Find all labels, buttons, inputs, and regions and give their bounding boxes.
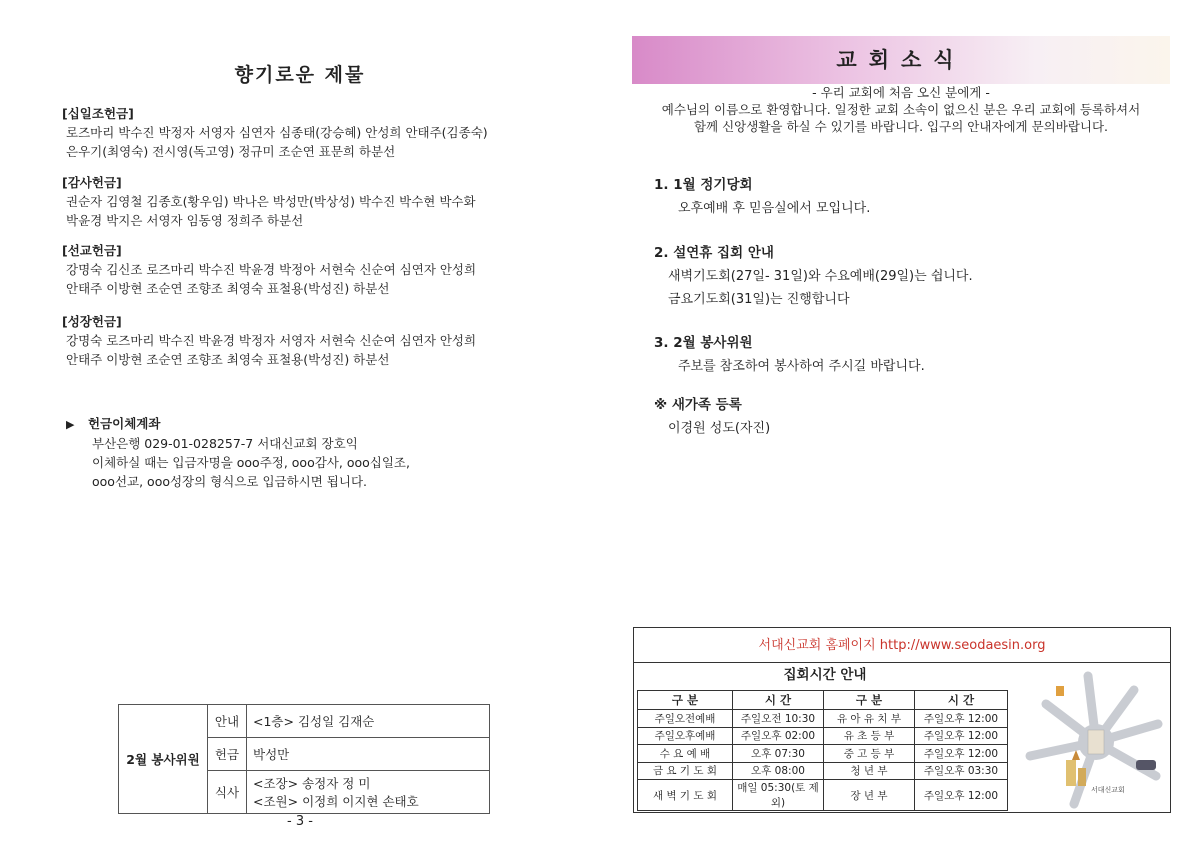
table-cell: 금 요 기 도 회: [638, 762, 733, 780]
news-line: 금요기도회(31일)는 진행합니다: [668, 292, 850, 307]
news-line: 오후예배 후 믿음실에서 모입니다.: [678, 201, 871, 216]
volunteer-line: <조장> 송정자 정 미: [253, 776, 371, 791]
volunteer-line: <조원> 이정희 이지현 손태호: [253, 794, 419, 809]
offering-section-growth: [62, 312, 542, 369]
map-label: 서대신교회: [1091, 786, 1125, 794]
volunteer-names: <1층> 김성일 김재순: [247, 705, 490, 738]
news-item: [654, 394, 1174, 440]
table-cell: 유 아 유 치 부: [824, 710, 915, 728]
column-header: 시 간: [915, 691, 1008, 710]
offering-names: 강명숙 김신조 로즈마리 박수진 박윤경 박정아 서현숙 신순여 심연자 안성희: [66, 262, 477, 277]
table-cell: 주일오후 02:00: [733, 727, 824, 745]
news-line: 주보를 참조하여 봉사하여 주시길 바랍니다.: [678, 359, 925, 374]
welcome-line: 함께 신앙생활을 하실 수 있기를 바랍니다. 입구의 안내자에게 문의바랍니다.: [693, 119, 1109, 134]
account-heading-label: 헌금이체계좌: [88, 416, 161, 431]
offering-section-mission: [62, 241, 542, 298]
info-box: [633, 627, 1171, 813]
table-row: [638, 745, 1008, 763]
offering-names: 안태주 이방현 조순연 조향조 최영숙 표철용(박성진) 하분선: [66, 352, 390, 367]
table-cell: 주일오후 12:00: [915, 780, 1008, 811]
volunteer-names: 박성만: [247, 738, 490, 771]
news-heading: 1. 1월 정기당회: [654, 177, 753, 193]
offering-heading: [십일조헌금]: [62, 106, 134, 121]
offering-names: 은우기(최영숙) 전시영(독고영) 정규미 조순연 표문희 하분선: [66, 144, 396, 159]
table-cell: 주일오후 12:00: [915, 710, 1008, 728]
schedule-title: 집회시간 안내: [783, 667, 867, 683]
table-cell: 매일 05:30(토 제외): [733, 780, 824, 811]
page-title: 향기로운 제물: [234, 64, 366, 86]
welcome-line: 예수님의 이름으로 환영합니다. 일정한 교회 소속이 없으신 분은 우리 교회에 등록하셔서: [661, 102, 1141, 117]
news-heading: 3. 2월 봉사위원: [654, 335, 753, 351]
table-cell: 유 초 등 부: [824, 727, 915, 745]
table-row: [638, 780, 1008, 811]
volunteer-title: 2월 봉사위원: [119, 705, 208, 814]
table-row: [638, 762, 1008, 780]
account-heading: [66, 414, 536, 434]
offering-names: 강명숙 로즈마리 박수진 박윤경 박정자 서영자 서현숙 신순여 심연자 안성희: [66, 333, 477, 348]
schedule-table: [637, 690, 1008, 811]
table-cell: 주일오전 10:30: [733, 710, 824, 728]
news-item: [654, 174, 1174, 220]
table-cell: 오후 07:30: [733, 745, 824, 763]
volunteer-table: [118, 704, 490, 814]
account-line: 이체하실 때는 입금자명을 ooo주정, ooo감사, ooo십일조,: [92, 455, 410, 470]
homepage-link[interactable]: 서대신교회 홈페이지 http://www.seodaesin.org: [634, 628, 1170, 663]
table-cell: 주일오전예배: [638, 710, 733, 728]
table-cell: 주일오후 12:00: [915, 745, 1008, 763]
welcome-message: [632, 84, 1170, 135]
news-line: 이경원 성도(자진): [668, 421, 771, 436]
table-cell: 주일오후 12:00: [915, 727, 1008, 745]
news-heading: 2. 설연휴 집회 안내: [654, 245, 774, 261]
table-row: [638, 710, 1008, 728]
offering-section-tithe: [62, 104, 542, 161]
table-cell: 오후 08:00: [733, 762, 824, 780]
offering-names: 로즈마리 박수진 박정자 서영자 심연자 심종태(강승혜) 안성희 안태주(김종숙): [66, 125, 488, 140]
offering-section-thanks: [62, 173, 542, 230]
volunteer-category: 안내: [208, 705, 247, 738]
table-header-row: [638, 691, 1008, 710]
volunteer-names: [247, 771, 490, 814]
offering-heading: [감사헌금]: [62, 175, 122, 190]
page-number: - 3 -: [287, 814, 313, 829]
welcome-line: - 우리 교회에 처음 오신 분에게 -: [812, 85, 990, 100]
table-row: [638, 727, 1008, 745]
table-cell: 새 벽 기 도 회: [638, 780, 733, 811]
offering-names: 권순자 김영철 김종호(황우임) 박나은 박성만(박상성) 박수진 박수현 박수화: [66, 194, 476, 209]
triangle-right-icon: ▶: [66, 418, 75, 431]
table-row: [119, 705, 490, 738]
news-line: 새벽기도회(27일- 31일)와 수요예배(29일)는 쉽니다.: [668, 269, 973, 284]
news-banner: 교회소식: [632, 36, 1170, 84]
account-line: 부산은행 029-01-028257-7 서대신교회 장호익: [92, 436, 358, 451]
location-map: [1016, 664, 1166, 810]
account-info: [66, 414, 536, 491]
column-header: 구 분: [638, 691, 733, 710]
news-heading: ※ 새가족 등록: [654, 397, 742, 413]
column-header: 시 간: [733, 691, 824, 710]
table-cell: 주일오후 03:30: [915, 762, 1008, 780]
news-item: [654, 242, 1174, 311]
volunteer-category: 헌금: [208, 738, 247, 771]
offering-names: 안태주 이방현 조순연 조향조 최영숙 표철용(박성진) 하분선: [66, 281, 390, 296]
table-cell: 청 년 부: [824, 762, 915, 780]
table-cell: 중 고 등 부: [824, 745, 915, 763]
column-header: 구 분: [824, 691, 915, 710]
offering-heading: [선교헌금]: [62, 243, 122, 258]
volunteer-category: 식사: [208, 771, 247, 814]
news-item: [654, 332, 1174, 378]
map-graphic: [1016, 664, 1166, 810]
account-line: ooo선교, ooo성장의 형식으로 입금하시면 됩니다.: [92, 474, 368, 489]
table-cell: 주일오후예배: [638, 727, 733, 745]
offering-heading: [성장헌금]: [62, 314, 122, 329]
table-cell: 장 년 부: [824, 780, 915, 811]
offering-names: 박윤경 박지은 서영자 임동영 정희주 하분선: [66, 213, 304, 228]
table-cell: 수 요 예 배: [638, 745, 733, 763]
